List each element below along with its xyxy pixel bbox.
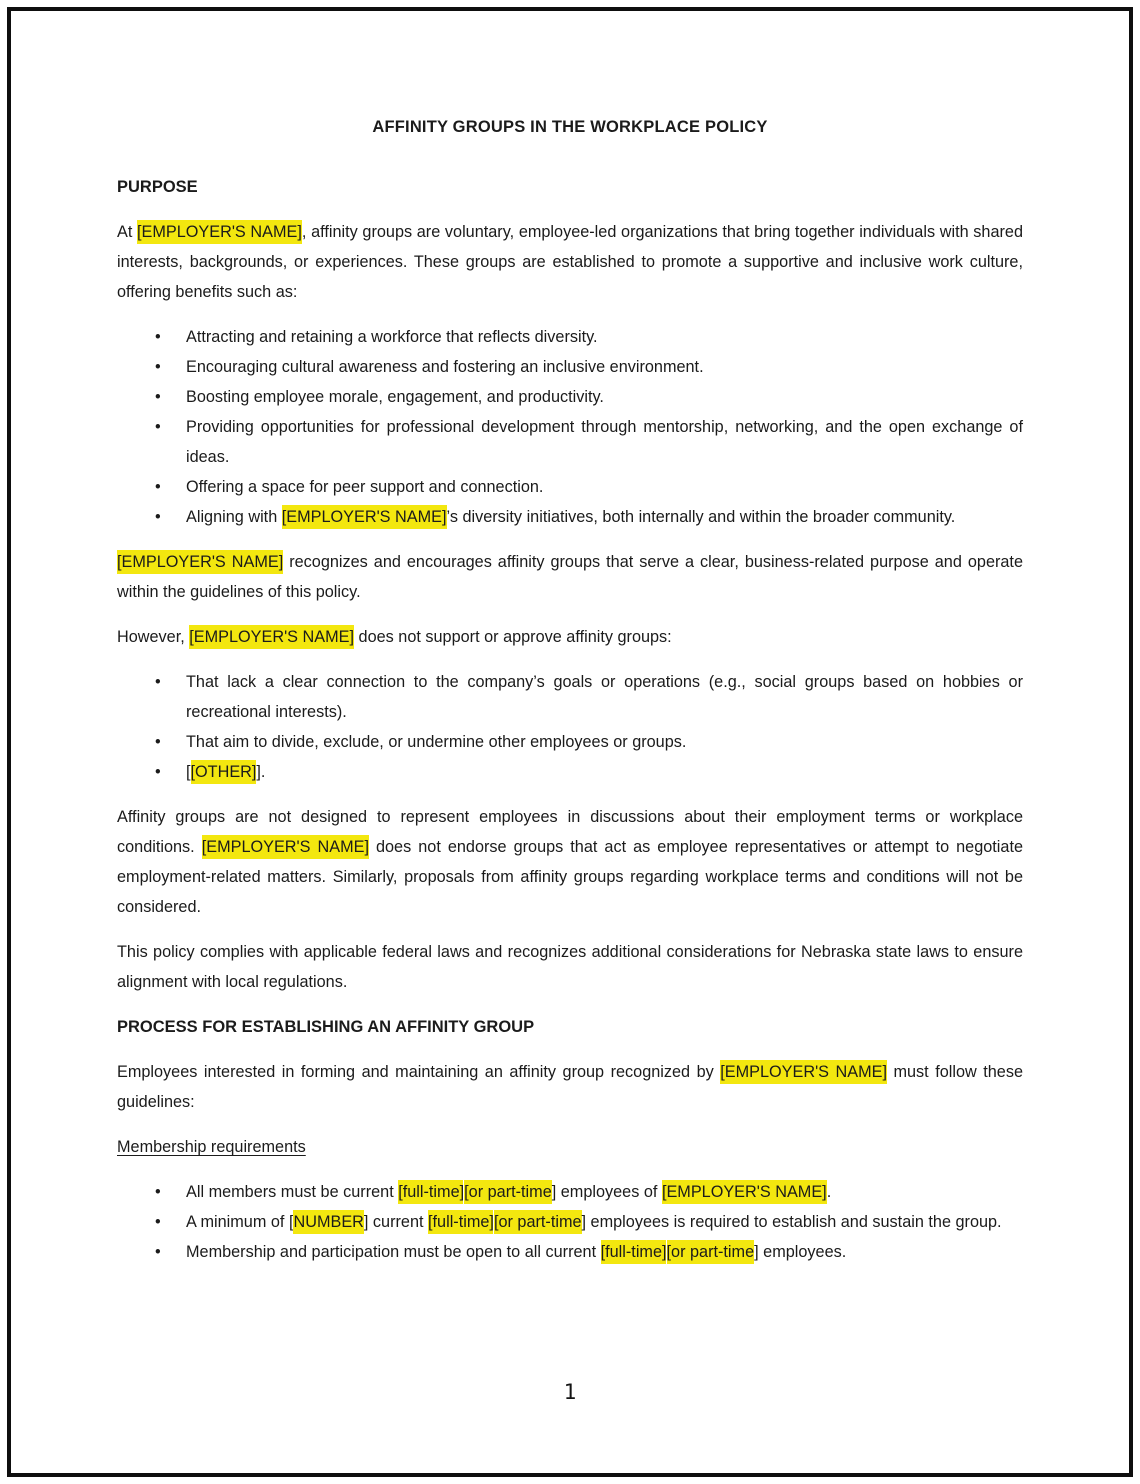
placeholder-highlight: [EMPLOYER'S NAME] — [282, 505, 447, 529]
document-title: AFFINITY GROUPS IN THE WORKPLACE POLICY — [372, 118, 768, 136]
placeholder-highlight: [EMPLOYER'S NAME] — [117, 550, 283, 574]
placeholder-highlight: [full-time] — [601, 1240, 667, 1264]
list-item: • That aim to divide, exclude, or undermine other employees or groups. — [186, 727, 1023, 757]
list-item: • [[OTHER]]. — [186, 757, 1023, 787]
list-item: • Encouraging cultural awareness and fostering an inclusive environment. — [186, 352, 1023, 382]
subsection-heading: Membership requirements — [117, 1138, 306, 1156]
placeholder-highlight: [EMPLOYER'S NAME] — [662, 1180, 827, 1204]
placeholder-highlight: [EMPLOYER'S NAME] — [720, 1060, 887, 1084]
list-item: • Attracting and retaining a workforce that reflects diversity. — [186, 322, 1023, 352]
paragraph: At [EMPLOYER'S NAME], affinity groups are voluntary, employee-led organizations that bring together individuals with shared interests, backgrounds, or experiences. These groups are established to promote a supportive and inclusive work culture, offering benefits such as: — [117, 217, 1023, 307]
bullet-list — [117, 1177, 1023, 1267]
placeholder-highlight: NUMBER — [293, 1210, 363, 1234]
placeholder-highlight: [full-time] — [428, 1210, 494, 1234]
document-body — [117, 172, 1023, 1267]
placeholder-highlight: [EMPLOYER'S NAME] — [137, 220, 302, 244]
list-item: • Membership and participation must be open to all current [full-time][or part-time] employees. — [186, 1237, 1023, 1267]
paragraph: Affinity groups are not designed to represent employees in discussions about their employment terms or workplace conditions. [EMPLOYER'S NAME] does not endorse groups that act as employee representatives or attempt to negotiate employment-related matters. Similarly, proposals from affinity groups regarding workplace terms and conditions will not be considered. — [117, 808, 1024, 916]
placeholder-highlight: [or part-time — [494, 1210, 582, 1234]
section-heading: PURPOSE — [117, 178, 198, 196]
list-item: • Providing opportunities for professional development through mentorship, networking, and the open exchange of ideas. — [186, 412, 1023, 472]
list-item: • Aligning with [EMPLOYER'S NAME]’s diversity initiatives, both internally and within the broader community. — [186, 502, 1023, 532]
placeholder-highlight: [full-time] — [398, 1180, 464, 1204]
paragraph: However, [EMPLOYER'S NAME] does not support or approve affinity groups: — [117, 622, 1023, 652]
placeholder-highlight: [OTHER] — [191, 760, 257, 784]
page-number: 1 — [563, 1380, 577, 1404]
bullet-list — [117, 322, 1023, 532]
list-item: • Offering a space for peer support and connection. — [186, 472, 1023, 502]
placeholder-highlight: [or part-time — [464, 1180, 552, 1204]
placeholder-highlight: [EMPLOYER'S NAME] — [189, 625, 354, 649]
bullet-list — [117, 667, 1023, 787]
paragraph: [EMPLOYER'S NAME] recognizes and encourages affinity groups that serve a clear, business-related purpose and operate within the guidelines of this policy. — [117, 547, 1023, 607]
section-heading: PROCESS FOR ESTABLISHING AN AFFINITY GROUP — [117, 1018, 535, 1036]
placeholder-highlight: [or part-time — [667, 1240, 755, 1264]
placeholder-highlight: [EMPLOYER'S NAME] — [202, 835, 369, 859]
document-page — [117, 112, 1023, 1282]
list-item: • That lack a clear connection to the company’s goals or operations (e.g., social groups based on hobbies or recreational interests). — [186, 667, 1023, 727]
paragraph: Employees interested in forming and maintaining an affinity group recognized by [EMPLOYER'S NAME] must follow these guidelines: — [117, 1057, 1023, 1117]
list-item: • Boosting employee morale, engagement, and productivity. — [186, 382, 1023, 412]
paragraph: This policy complies with applicable federal laws and recognizes additional considerations for Nebraska state laws to ensure alignment with local regulations. — [117, 943, 1023, 991]
list-item: • A minimum of [NUMBER] current [full-time][or part-time] employees is required to establish and sustain the group. — [186, 1207, 1023, 1237]
list-item: • All members must be current [full-time][or part-time] employees of [EMPLOYER'S NAME]. — [186, 1177, 1023, 1207]
